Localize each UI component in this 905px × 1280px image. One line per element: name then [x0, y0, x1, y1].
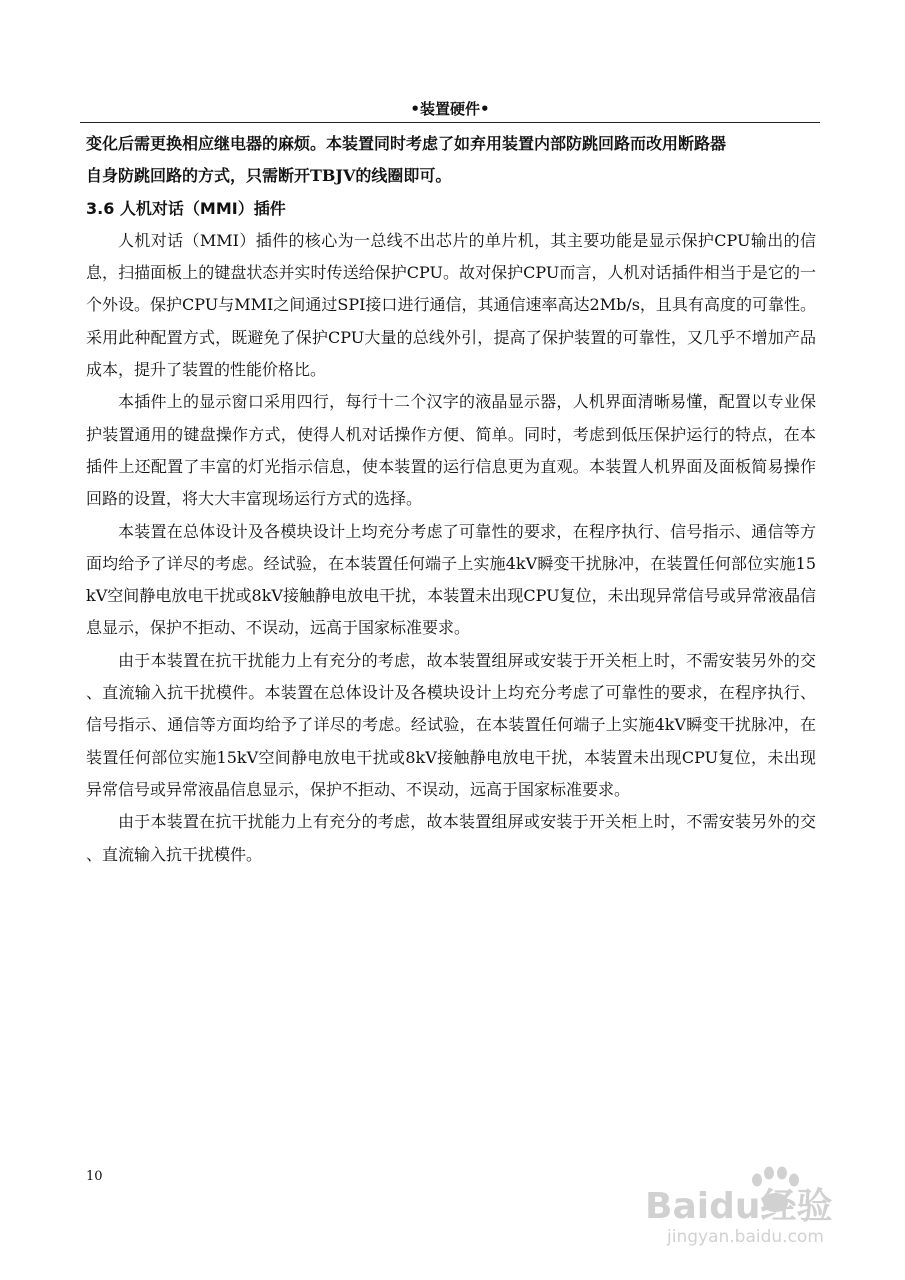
page-header: [80, 98, 820, 123]
paragraph-reliability: 本装置在总体设计及各模块设计上均充分考虑了可靠性的要求，在程序执行、信号指示、通信等方面均给予了详尽的考虑。经试验，在本装置任何端子上实施4kV瞬变干扰脉冲，在装置任何部位实施15kV空间静电放电干扰或8kV接触静电放电干扰，本装置未出现CPU复位，未出现异常信号或异常液晶信息显示，保护不拒动、不误动，远高于国家标准要求。: [86, 521, 816, 638]
page-number: 10: [86, 1169, 103, 1184]
intro-line-2: 自身防跳回路的方式，只需断开TBJV的线圈即可。: [86, 166, 452, 186]
paragraph-anti-interference: 由于本装置在抗干扰能力上有充分的考虑，故本装置组屏或安装于开关柜上时，不需安装另外的交、直流输入抗干扰模件。本装置在总体设计及各模块设计上均充分考虑了可靠性的要求，在程序执行、信号指示、通信等方面均给予了详尽的考虑。经试验，在本装置任何端子上实施4kV瞬变干扰脉冲，在装置任何部位实施15kV空间静电放电干扰或8kV接触静电放电干扰，本装置未出现CPU复位，未出现异常信号或异常液晶信息显示，保护不拒动、不误动，远高于国家标准要求。: [86, 650, 816, 799]
paragraph-anti-interference-repeat: 由于本装置在抗干扰能力上有充分的考虑，故本装置组屏或安装于开关柜上时，不需安装另外的交、直流输入抗干扰模件。: [86, 812, 816, 864]
watermark-brand: Baidu经验: [645, 1186, 833, 1227]
baidu-watermark: [645, 1158, 885, 1248]
paragraph-mmi-core: 人机对话（MMI）插件的核心为一总线不出芯片的单片机，其主要功能是显示保护CPU输出的信息，扫描面板上的键盘状态并实时传送给保护CPU。故对保护CPU而言，人机对话插件相当于是它的一个外设。保护CPU与MMI之间通过SPI接口进行通信，其通信速率高达2Mb/s，且具有高度的可靠性。采用此种配置方式，既避免了保护CPU大量的总线外引，提高了保护装置的可靠性，又几乎不增加产品成本，提升了装置的性能价格比。: [86, 230, 816, 380]
watermark-url: jingyan.baidu.com: [667, 1227, 824, 1247]
intro-line-1: 变化后需更换相应继电器的麻烦。本装置同时考虑了如弃用装置内部防跳回路而改用断路器: [86, 134, 727, 153]
header-title: •装置硬件•: [410, 100, 490, 118]
paragraph-display-window: 本插件上的显示窗口采用四行，每行十二个汉字的液晶显示器，人机界面清晰易懂，配置以专业保护装置通用的键盘操作方式，使得人机对话操作方便、简单。同时，考虑到低压保护运行的特点，在本插件上还配置了丰富的灯光指示信息，使本装置的运行信息更为直观。本装置人机界面及面板简易操作回路的设置，将大大丰富现场运行方式的选择。: [86, 392, 816, 509]
section-heading: 3.6 人机对话（MMI）插件: [86, 198, 286, 218]
document-body: [86, 128, 816, 871]
